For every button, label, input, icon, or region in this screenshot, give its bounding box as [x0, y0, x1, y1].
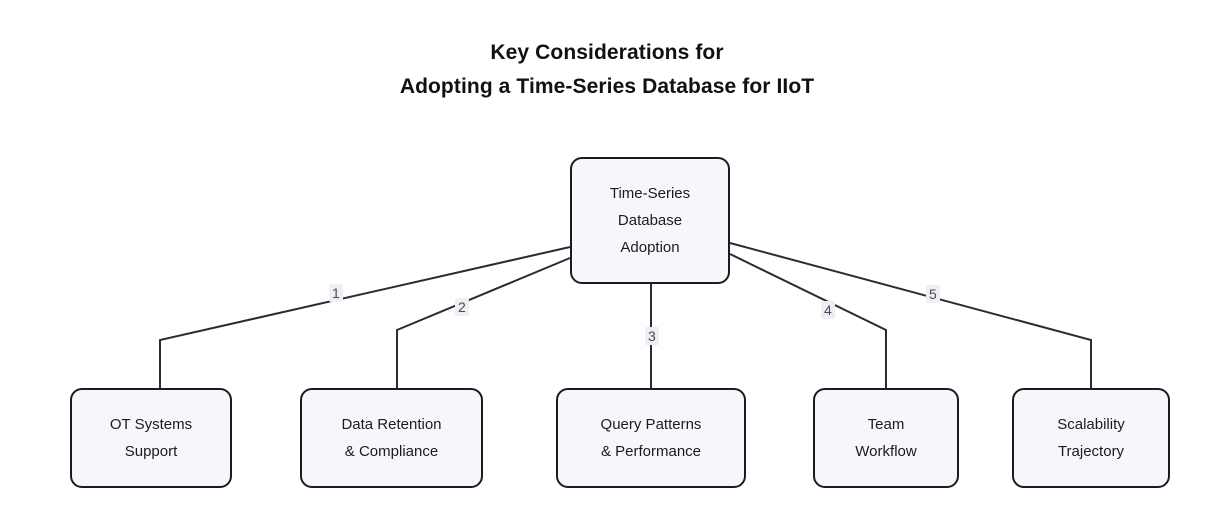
node-2-line-1: Data Retention [341, 416, 442, 433]
edge-label-4: 4 [821, 301, 835, 319]
node-1-line-2: Support [124, 443, 178, 460]
node-2-line-2: & Compliance [344, 443, 439, 460]
node-1-line-1: OT Systems [109, 416, 193, 433]
node-ot-systems-support[interactable] [70, 388, 232, 488]
node-3-line-2: & Performance [600, 443, 702, 460]
node-root-line-3: Adoption [620, 239, 680, 256]
node-4-line-1: Team [867, 416, 905, 433]
node-root-line-1: Time-Series [609, 185, 691, 202]
edge-1 [160, 247, 570, 388]
node-team-workflow[interactable] [813, 388, 959, 488]
edge-label-2: 2 [455, 298, 469, 316]
node-root-line-2: Database [617, 212, 683, 229]
edge-label-1: 1 [329, 284, 343, 302]
node-4-line-2: Workflow [855, 443, 917, 460]
node-scalability-trajectory[interactable] [1012, 388, 1170, 488]
edge-2 [397, 258, 570, 388]
node-data-retention-compliance[interactable] [300, 388, 483, 488]
node-3-line-1: Query Patterns [600, 416, 702, 433]
title-line-2: Adopting a Time-Series Database for IIoT [399, 75, 815, 98]
node-query-patterns-performance[interactable] [556, 388, 746, 488]
node-time-series-database-adoption[interactable] [570, 157, 730, 284]
edge-label-3: 3 [645, 327, 659, 345]
node-5-line-2: Trajectory [1057, 443, 1125, 460]
title-line-1: Key Considerations for [490, 41, 724, 64]
node-5-line-1: Scalability [1057, 416, 1125, 433]
edge-4 [730, 254, 886, 388]
edge-label-5: 5 [926, 285, 940, 303]
edge-5 [730, 243, 1091, 388]
